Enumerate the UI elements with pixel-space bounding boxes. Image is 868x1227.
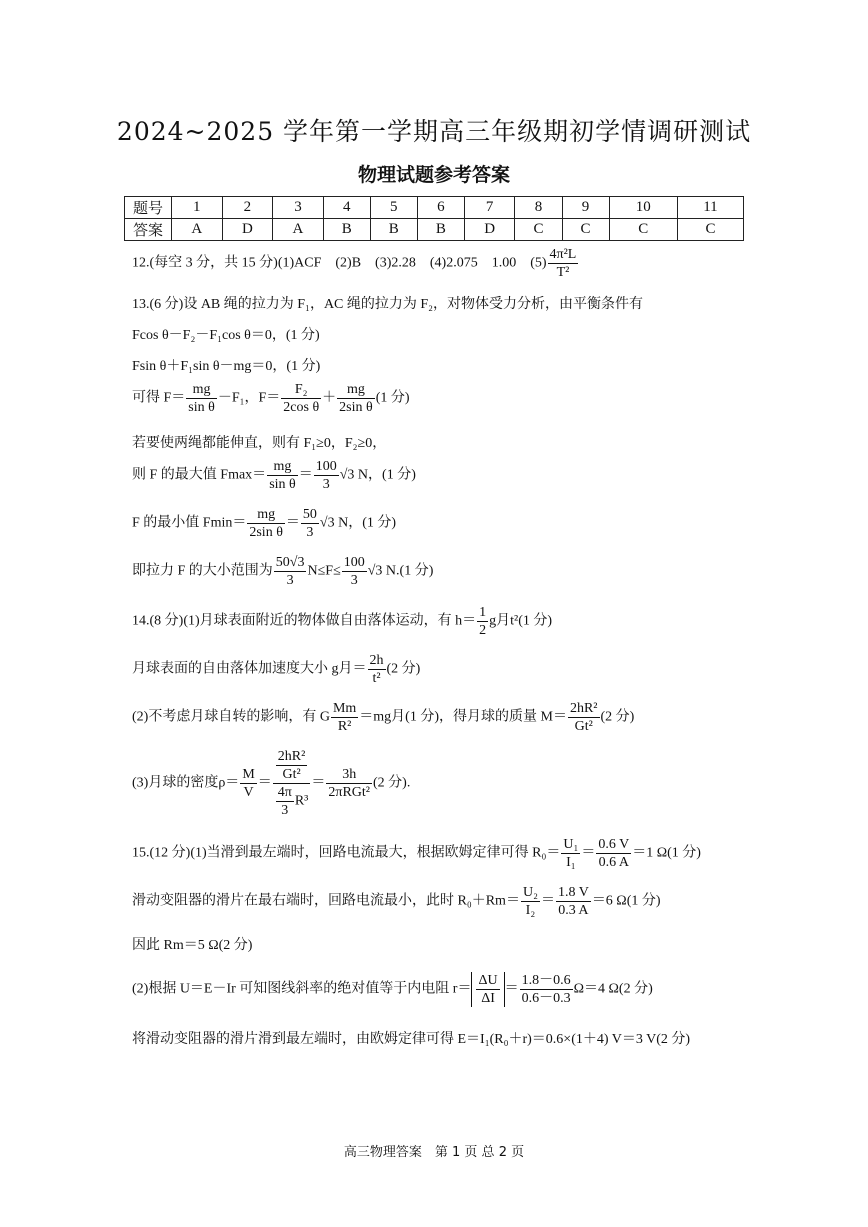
- denominator: 2cos θ: [283, 400, 320, 415]
- q13-line-8: [132, 554, 433, 589]
- q13-line-4: [132, 381, 410, 416]
- denominator: T²: [556, 265, 570, 280]
- table-cell: 8: [515, 197, 562, 219]
- fraction: [331, 700, 358, 735]
- numerator: 4π²L: [549, 247, 577, 262]
- table-cell: C: [609, 219, 677, 241]
- fraction: [326, 766, 372, 801]
- text: √3 N.(1 分): [367, 563, 434, 579]
- table-cell: 3: [273, 197, 324, 219]
- text: g月t²(1 分): [489, 613, 553, 629]
- page-title: 2024~2025 学年第一学期高三年级期初学情调研测试: [116, 117, 752, 146]
- denominator: 0.3 A: [558, 903, 589, 918]
- table-cell: A: [172, 219, 223, 241]
- denominator: 3: [306, 525, 314, 540]
- text: √3 N，(1 分): [319, 515, 397, 531]
- text: (2 分): [600, 709, 635, 725]
- text: ＋: [322, 390, 337, 406]
- fraction: [301, 506, 319, 541]
- fraction: [521, 884, 540, 919]
- q14-line-2: [132, 652, 420, 687]
- numerator: 1: [479, 605, 487, 620]
- text: 可得 F＝: [132, 390, 186, 406]
- table-cell: 5: [370, 197, 417, 219]
- text: (2 分): [386, 661, 421, 677]
- text: ＝: [540, 893, 555, 909]
- table-cell: C: [562, 219, 609, 241]
- fraction: [314, 458, 339, 493]
- q15-line-5: 将滑动变阻器的滑片滑到最左端时，由欧姆定律可得 E＝I₁(R₀＋r)＝0.6×(1＋4) V＝3 V(2 分): [132, 1032, 691, 1047]
- numerator: 4π: [277, 785, 292, 800]
- fraction: [368, 652, 386, 687]
- table-cell: B: [417, 219, 464, 241]
- text: F 的最小值 Fmin＝: [132, 515, 247, 531]
- fraction: [240, 766, 256, 801]
- numerator: 2h: [369, 653, 384, 668]
- q15-line-4: [132, 972, 653, 1007]
- fraction: [337, 381, 375, 416]
- numerator: mg: [267, 458, 298, 476]
- fraction: [274, 554, 307, 589]
- fraction: [267, 458, 298, 493]
- fraction: [281, 381, 321, 416]
- fraction: [561, 836, 580, 871]
- numerator: U₂: [522, 885, 538, 900]
- fraction: [548, 246, 579, 281]
- numerator: 50√3: [275, 555, 305, 570]
- denominator: 2: [479, 623, 487, 638]
- text: √3 N，(1 分): [339, 467, 416, 483]
- fraction: [556, 884, 591, 919]
- numerator: 50: [302, 507, 317, 522]
- table-cell: A: [273, 219, 324, 241]
- text: ＝6 Ω(1 分): [591, 893, 661, 909]
- table-row-answers: [125, 219, 744, 241]
- denominator: Gt²: [574, 719, 593, 734]
- table-cell: 4: [323, 197, 370, 219]
- text: (1 分): [375, 390, 410, 406]
- text: 滑动变阻器的滑片在最右端时，回路电流最小，此时 R₀＋Rm＝: [132, 893, 520, 909]
- text: (2)不考虑月球自转的影响，有 G: [132, 709, 330, 725]
- denominator: I₂: [525, 903, 536, 918]
- fraction: [477, 604, 488, 639]
- text: 则 F 的最大值 Fmax＝: [132, 467, 267, 483]
- table-cell: 6: [417, 197, 464, 219]
- text: ＝mg月(1 分)，得月球的质量 M＝: [359, 709, 567, 725]
- table-row-numbers: [125, 197, 744, 219]
- denominator: 2πRGt²: [328, 785, 370, 800]
- numerator: Mm: [332, 701, 357, 716]
- denominator: Gt²: [282, 767, 301, 782]
- q14-line-3: [132, 700, 634, 735]
- compound-denominator: [273, 784, 311, 819]
- denominator: 3: [286, 573, 294, 588]
- text: R³: [294, 793, 309, 809]
- fraction: [568, 700, 600, 735]
- numerator: 2hR²: [569, 701, 598, 716]
- numerator: 1.8 V: [557, 885, 589, 900]
- denominator: 2sin θ: [249, 525, 283, 540]
- text: N≤F≤: [307, 563, 341, 579]
- table-cell: 10: [609, 197, 677, 219]
- fraction: [476, 972, 499, 1007]
- q12-line: [132, 246, 579, 281]
- text: ＝: [581, 845, 596, 861]
- table-cell: C: [515, 219, 562, 241]
- denominator: 2sin θ: [339, 400, 373, 415]
- text: ＝: [311, 775, 326, 791]
- answer-table: [124, 196, 744, 241]
- numerator: 1.8－0.6: [521, 973, 571, 988]
- q13-line-7: [132, 506, 396, 541]
- fraction: [186, 381, 217, 416]
- q14-line-1: [132, 604, 552, 639]
- q15-line-2: [132, 884, 661, 919]
- text: ＝1 Ω(1 分): [632, 845, 701, 861]
- compound-fraction: [273, 748, 311, 819]
- text: 即拉力 F 的大小范围为: [132, 563, 273, 579]
- numerator: mg: [337, 381, 375, 399]
- text: Ω＝4 Ω(2 分): [573, 981, 653, 997]
- text: 14.(8 分)(1)月球表面附近的物体做自由落体运动，有 h＝: [132, 613, 477, 629]
- q13-line-3: Fsin θ＋F₁sin θ－mg＝0，(1 分): [132, 359, 321, 374]
- denominator: sin θ: [188, 400, 215, 415]
- q15-line-3: 因此 Rm＝5 Ω(2 分): [132, 938, 253, 953]
- numerator: U₁: [563, 837, 579, 852]
- denominator: 0.6－0.3: [521, 991, 571, 1006]
- text: ＝: [298, 467, 313, 483]
- numerator: 2hR²: [277, 749, 306, 764]
- text: 月球表面的自由落体加速度大小 g月＝: [132, 661, 367, 677]
- text: ＝: [504, 981, 519, 997]
- fraction: [276, 784, 294, 819]
- fraction: [247, 506, 285, 541]
- table-cell: 1: [172, 197, 223, 219]
- denominator: R²: [337, 719, 352, 734]
- text: (2)根据 U＝E－Ir 可知图线斜率的绝对值等于内电阻 r＝: [132, 981, 472, 997]
- absolute-value: [471, 972, 504, 1007]
- fraction: [276, 748, 308, 783]
- denominator: sin θ: [269, 477, 296, 492]
- numerator: 100: [343, 555, 365, 570]
- fraction: [342, 554, 367, 589]
- text: ＝: [257, 775, 272, 791]
- denominator: t²: [372, 671, 381, 686]
- denominator: 3: [281, 803, 289, 818]
- row-label-answer: 答案: [125, 219, 172, 241]
- numerator: mg: [186, 381, 217, 399]
- row-label-number: 题号: [125, 197, 172, 219]
- text: (2 分).: [373, 775, 411, 791]
- numerator: ΔU: [478, 973, 498, 988]
- q13-line-5: 若要使两绳都能伸直，则有 F₁≥0，F₂≥0，: [132, 436, 387, 451]
- denominator: I₁: [566, 855, 576, 870]
- text: －F₁，F＝: [217, 390, 281, 406]
- numerator: 3h: [326, 766, 372, 784]
- denominator: 3: [322, 477, 330, 492]
- table-cell: C: [677, 219, 743, 241]
- text: ＝: [285, 515, 300, 531]
- table-cell: 7: [464, 197, 515, 219]
- numerator: 100: [315, 459, 337, 474]
- q13-line-2: Fcos θ－F₂－F₁cos θ＝0，(1 分): [132, 328, 320, 343]
- table-cell: 2: [222, 197, 273, 219]
- page-footer: 高三物理答案 第 1 页 总 2 页: [343, 1145, 525, 1160]
- denominator: ΔI: [481, 991, 495, 1006]
- table-cell: B: [370, 219, 417, 241]
- q15-line-1: [132, 836, 701, 871]
- table-cell: D: [464, 219, 515, 241]
- numerator: 0.6 V: [598, 837, 630, 852]
- text: 15.(12 分)(1)当滑到最左端时，回路电流最大，根据欧姆定律可得 R₀＝: [132, 845, 561, 861]
- text: (3)月球的密度ρ＝: [132, 775, 240, 791]
- q14-line-4: [132, 748, 410, 819]
- q13-line-6: [132, 458, 416, 493]
- numerator: mg: [247, 506, 285, 524]
- numerator: M: [242, 767, 255, 782]
- numerator: F₂: [281, 381, 321, 399]
- table-cell: D: [222, 219, 273, 241]
- q13-line-1: 13.(6 分)设 AB 绳的拉力为 F₁，AC 绳的拉力为 F₂，对物体受力分析，由平衡条件有: [132, 297, 644, 312]
- compound-numerator: [273, 748, 311, 784]
- table-cell: B: [323, 219, 370, 241]
- fraction: [596, 836, 631, 871]
- denominator: V: [243, 785, 254, 800]
- table-cell: 11: [677, 197, 743, 219]
- denominator: 0.6 A: [598, 855, 629, 870]
- fraction: [520, 972, 573, 1007]
- denominator: 3: [350, 573, 358, 588]
- table-cell: 9: [562, 197, 609, 219]
- q12-text: 12.(每空 3 分，共 15 分)(1)ACF (2)B (3)2.28 (4)2.075 1.00 (5): [132, 255, 547, 271]
- page-subtitle: 物理试题参考答案: [357, 164, 510, 186]
